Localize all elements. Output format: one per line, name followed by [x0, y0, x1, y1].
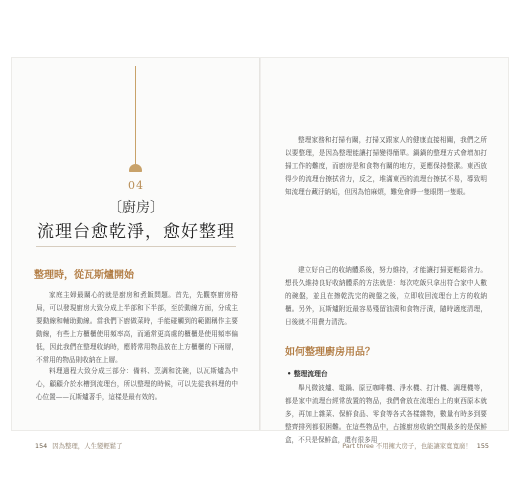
- chapter-title: 流理台愈乾淨，愈好整理: [37, 222, 235, 242]
- running-header: 不用擁大房子，也能讓家寬寬廣！: [375, 442, 472, 450]
- body-paragraph: 整理家務和打掃有關，打掃又跟家人的健康直接相關，我們之所以要整理，是因為整理能讓打掃變得簡單。鍋鍋的整理方式會增加打掃工作的難度，而廚房是和食物有關的地方，更應保持整潔。東西放得少的流理台擦拭省力，反之，堆滿東西的流理台擦拭不易，導致明知流理台藏汙納垢，但因為怕麻煩，難免會睜一隻眼閉一隻眼。: [285, 136, 487, 196]
- left-page: [12, 58, 260, 450]
- body-paragraph: 建立好自己的收納體系後，努力維持，才能讓打掃更輕鬆省力。想長久維持良好收納體系的方法就是：每次吃飯只拿出符合家中人數的碗盤，並且在擦乾洗完的碗盤之後，立即收回流理台上方的收納櫃。另外，瓦斯爐附近最容易殘留油漬和食物汙漬，隨時適度清理，日後就不用費力清洗。: [285, 266, 487, 326]
- page-number: 154: [35, 442, 48, 450]
- subsection-heading: • 整理流理台: [287, 370, 328, 378]
- left-folio: [32, 441, 123, 450]
- running-header: 因為整理，人生變輕鬆了: [52, 442, 123, 450]
- section-heading: 如何整理廚房用品？: [285, 347, 375, 358]
- body-paragraph: 料理過程大致分成三部分：備料、烹調和洗碗，以瓦斯爐為中心，顧顧介於水槽到流理台，所以整理的時候，可以先從我料理的中心位置——瓦斯爐著手，這樣是最有效的。: [36, 367, 238, 401]
- right-page: [261, 58, 508, 450]
- lamp-cord: [135, 66, 136, 166]
- chapter-subtitle: 〔廚房〕: [108, 200, 164, 216]
- part-label: Part three: [342, 442, 374, 450]
- right-folio: [342, 441, 492, 450]
- body-paragraph: 舉凡微波爐、電鍋、原豆咖啡機、淨水機、打汁機、調理機等，都是家中流理台經常放置的物品，我們會放在流理台上的東西原本就多，再加上雜菜、保鮮食品、零食等各式各樣雜物，數量有時多到要整齊排列都很困難。在這些物品中，占據廚房收納空間最多的是保鮮盒，不只是保鮮盒，還有很多用: [285, 384, 487, 444]
- chapter-divider: [36, 246, 236, 247]
- body-paragraph: 家庭主婦最關心的就是廚房和煮飯問題。首先，先觀察廚房格局，可以發現廚房大致分成上半部和下半部，至於動線方面，分成主要動線和輔助動線。當我們下廚做菜時，手能碰觸到的範圍稱作主要動線，有些上方櫃櫃使用頻率高，而通常更高處的櫃櫃是使用頻率偏低，因此我們在整理收納時，應將常用物品放在上方櫃櫃的下兩層，不常用的物品則收納在上層。: [36, 291, 238, 364]
- lamp-icon: [129, 164, 142, 172]
- section-heading: 整理時，從瓦斯爐開始: [34, 270, 134, 281]
- chapter-number: 04: [128, 179, 144, 192]
- page-number: 155: [476, 442, 489, 450]
- book-gutter: [259, 58, 261, 430]
